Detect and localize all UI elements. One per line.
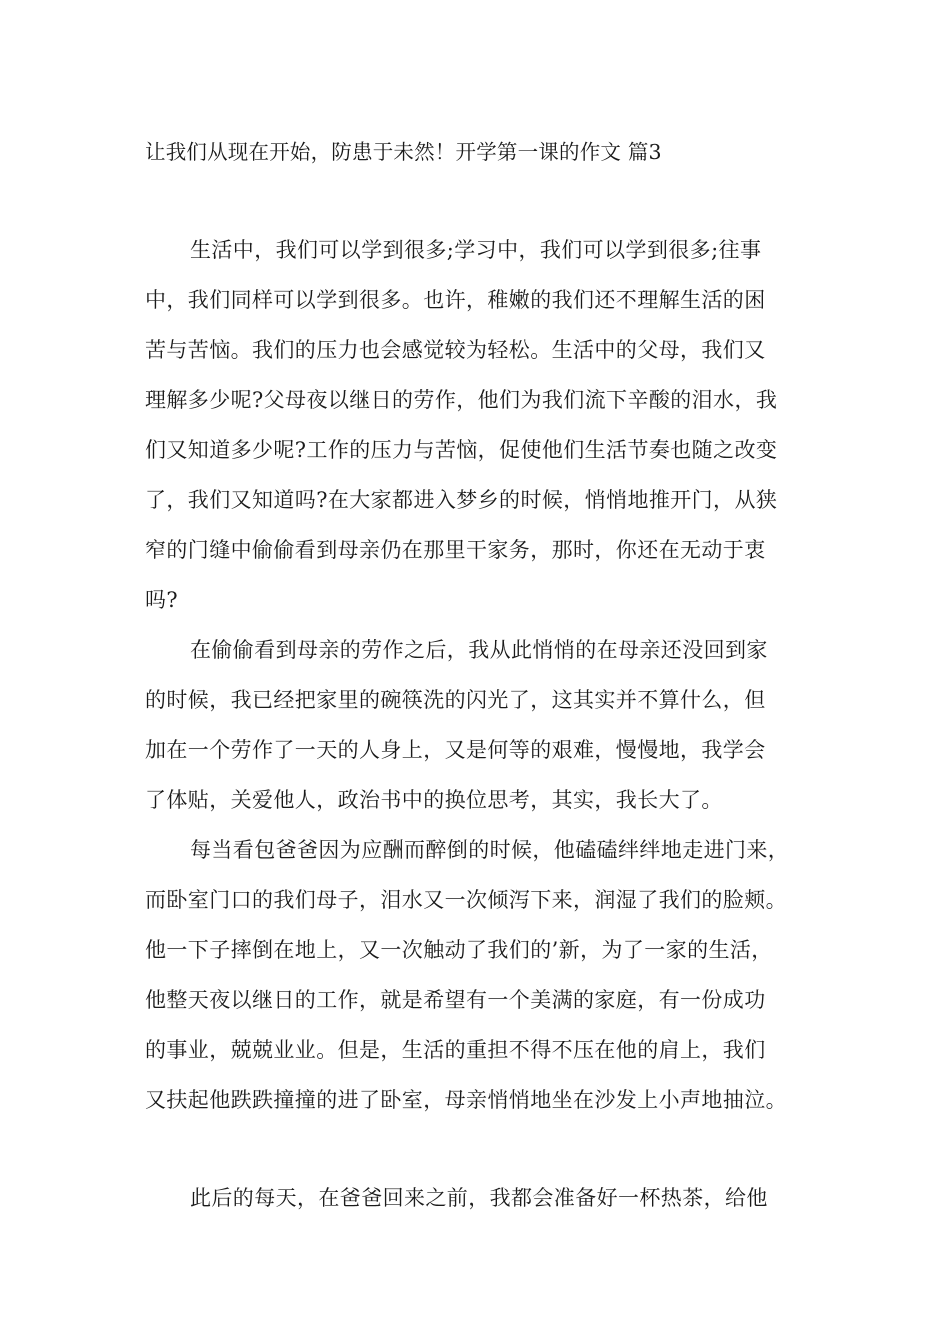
paragraph-line: 苦与苦恼。我们的压力也会感觉较为轻松。生活中的父母，我们又 bbox=[145, 338, 766, 362]
paragraph-line: 生活中，我们可以学到很多;学习中，我们可以学到很多;往事 bbox=[190, 238, 762, 262]
paragraph-line: 又扶起他跌跌撞撞的进了卧室，母亲悄悄地坐在沙发上小声地抽泣。 bbox=[145, 1088, 787, 1112]
paragraph-line: 了体贴，关爱他人，政治书中的换位思考，其实，我长大了。 bbox=[145, 788, 723, 812]
paragraph-line: 他一下子摔倒在地上，又一次触动了我们的’新，为了一家的生活， bbox=[145, 938, 773, 962]
paragraph-line: 们又知道多少呢?工作的压力与苦恼，促使他们生活节奏也随之改变 bbox=[145, 438, 778, 462]
paragraph-line: 的事业，兢兢业业。但是，生活的重担不得不压在他的肩上，我们 bbox=[145, 1038, 766, 1062]
paragraph-line: 此后的每天，在爸爸回来之前，我都会准备好一杯热茶，给他 bbox=[190, 1186, 768, 1210]
paragraph-line: 而卧室门口的我们母子，泪水又一次倾泻下来，润湿了我们的脸颊。 bbox=[145, 888, 787, 912]
paragraph-line: 窄的门缝中偷偷看到母亲仍在那里干家务，那时，你还在无动于衷 bbox=[145, 538, 766, 562]
paragraph-line: 中，我们同样可以学到很多。也许，稚嫩的我们还不理解生活的困 bbox=[145, 288, 766, 312]
paragraph-line: 的时候，我已经把家里的碗筷洗的闪光了，这其实并不算什么，但 bbox=[145, 688, 766, 712]
paragraph-line: 在偷偷看到母亲的劳作之后，我从此悄悄的在母亲还没回到家 bbox=[190, 638, 768, 662]
paragraph-line: 了，我们又知道吗?在大家都进入梦乡的时候，悄悄地推开门，从狭 bbox=[145, 488, 778, 512]
paragraph-line: 每当看包爸爸因为应酬而醉倒的时候，他磕磕绊绊地走进门来， bbox=[190, 838, 790, 862]
paragraph-line: 理解多少呢?父母夜以继日的劳作，他们为我们流下辛酸的泪水，我 bbox=[145, 388, 778, 412]
paragraph-line: 加在一个劳作了一天的人身上，又是何等的艰难，慢慢地，我学会 bbox=[145, 738, 766, 762]
paragraph-line: 他整天夜以继日的工作，就是希望有一个美满的家庭，有一份成功 bbox=[145, 988, 766, 1012]
paragraph-line: 吗? bbox=[145, 588, 179, 612]
document-title: 让我们从现在开始，防患于未然！开学第一课的作文 篇3 bbox=[145, 140, 662, 164]
